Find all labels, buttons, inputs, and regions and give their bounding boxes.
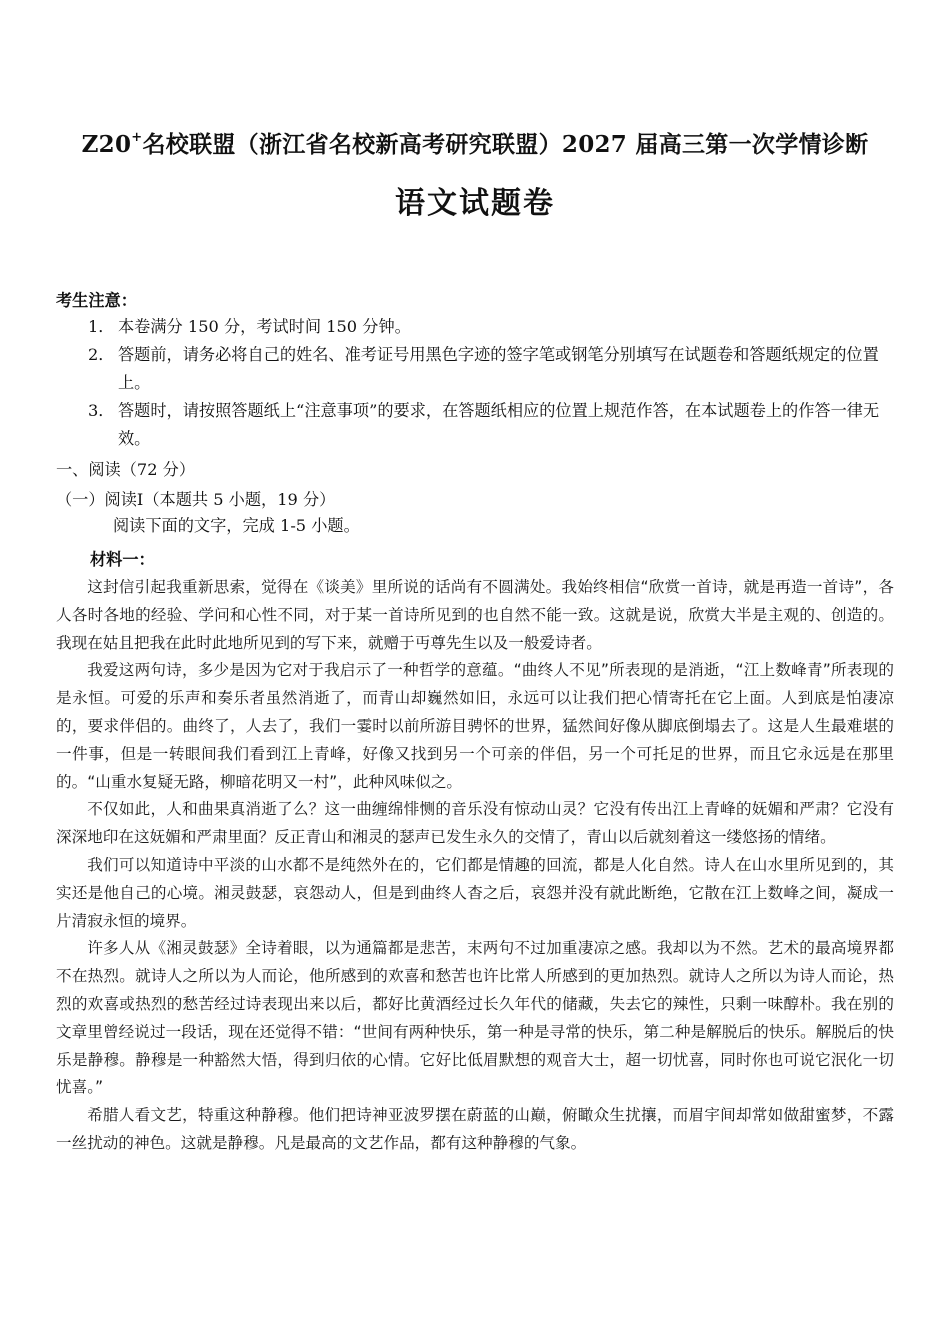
notice-list (88, 313, 894, 453)
title-superscript: + (131, 130, 143, 145)
body-paragraph: 希腊人看文艺，特重这种静穆。他们把诗神亚波罗摆在蔚蓝的山巅，俯瞰众生扰攘，而眉宇间却常如做甜蜜梦，不露一丝扰动的神色。这就是静穆。凡是最高的文艺作品，都有这种静穆的气象。 (56, 1106, 894, 1152)
reading-instruction: 阅读下面的文字，完成 1-5 小题。 (113, 516, 360, 535)
section-heading: 一、阅读（72 分） (56, 460, 196, 479)
body-paragraph: 这封信引起我重新思索，觉得在《谈美》里所说的话尚有不圆满处。我始终相信“欣赏一首诗，就是再造一首诗”，各人各时各地的经验、学问和心性不同，对于某一首诗所见到的也自然不能一致。这就是说，欣赏大半是主观的、创造的。我现在姑且把我在此时此地所见到的写下来，就赠于丏尊先生以及一般爱诗者。 (56, 578, 894, 652)
body-paragraph: 许多人从《湘灵鼓瑟》全诗着眼，以为通篇都是悲苦，末两句不过加重凄凉之感。我却以为不然。艺术的最高境界都不在热烈。就诗人之所以为人而论，他所感到的欢喜和愁苦也许比常人所感到的更加热烈。就诗人之所以为诗人而论，热烈的欢喜或热烈的愁苦经过诗表现出来以后，都好比黄酒经过长久年代的储藏，失去它的辣性，只剩一味醇朴。我在别的文章里曾经说过一段话，现在还觉得不错：“世间有两种快乐，第一种是寻常的快乐，第二种是解脱后的快乐。解脱后的快乐是静穆。静穆是一种豁然大悟，得到归依的心情。它好比低眉默想的观音大士，超一切忧喜，同时你也可说它泯化一切忧喜。” (56, 939, 894, 1097)
notice-text: 答题时，请按照答题纸上“注意事项”的要求，在答题纸相应的位置上规范作答，在本试题卷上的作答一律无效。 (118, 401, 880, 448)
body-paragraph: 我爱这两句诗，多少是因为它对于我启示了一种哲学的意蕴。“曲终人不见”所表现的是消逝，“江上数峰青”所表现的是永恒。可爱的乐声和奏乐者虽然消逝了，而青山却巍然如旧，永远可以让我们把心情寄托在它上面。人到底是怕凄凉的，要求伴侣的。曲终了，人去了，我们一霎时以前所游目骋怀的世界，猛然间好像从脚底倒塌去了。这是人生最难堪的一件事，但是一转眼间我们看到江上青峰，好像又找到另一个可亲的伴侣，另一个可托足的世界，而且它永远是在那里的。“山重水复疑无路，柳暗花明又一村”，此种风味似之。 (56, 661, 894, 791)
notice-text: 本卷满分 150 分，考试时间 150 分钟。 (118, 317, 411, 336)
notice-number: 3． (88, 401, 115, 420)
title-prefix: Z20 (81, 131, 132, 158)
title-rest: 名校联盟（浙江省名校新高考研究联盟）2027 届高三第一次学情诊断 (142, 131, 869, 158)
notice-text: 答题前，请务必将自己的姓名、准考证号用黑色字迹的签字笔或钢笔分别填写在试题卷和答题纸规定的位置上。 (118, 345, 879, 392)
exam-title (0, 126, 950, 159)
body-paragraph: 不仅如此，人和曲果真消逝了么？这一曲缠绵悱恻的音乐没有惊动山灵？它没有传出江上青峰的妩媚和严肃？它没有深深地印在这妩媚和严肃里面？反正青山和湘灵的瑟声已发生永久的交情了，青山以后就刻着这一缕悠扬的情绪。 (56, 800, 894, 847)
body-paragraph: 我们可以知道诗中平淡的山水都不是纯然外在的，它们都是情趣的回流，都是人化自然。诗人在山水里所见到的，其实还是他自己的心境。湘灵鼓瑟，哀怨动人，但是到曲终人杳之后，哀怨并没有就此断绝，它散在江上数峰之间，凝成一片清寂永恒的境界。 (56, 855, 894, 930)
notice-number: 1． (88, 317, 115, 336)
notice-number: 2． (88, 345, 115, 364)
exam-subtitle: 语文试题卷 (395, 186, 555, 221)
notice-item (88, 397, 894, 453)
notice-heading: 考生注意： (56, 291, 137, 310)
notice-item (88, 313, 894, 341)
material-body (56, 574, 894, 1158)
material-label: 材料一： (90, 550, 155, 569)
subsection-heading: （一）阅读Ⅰ（本题共 5 小题，19 分） (56, 490, 336, 509)
notice-item (88, 341, 894, 397)
